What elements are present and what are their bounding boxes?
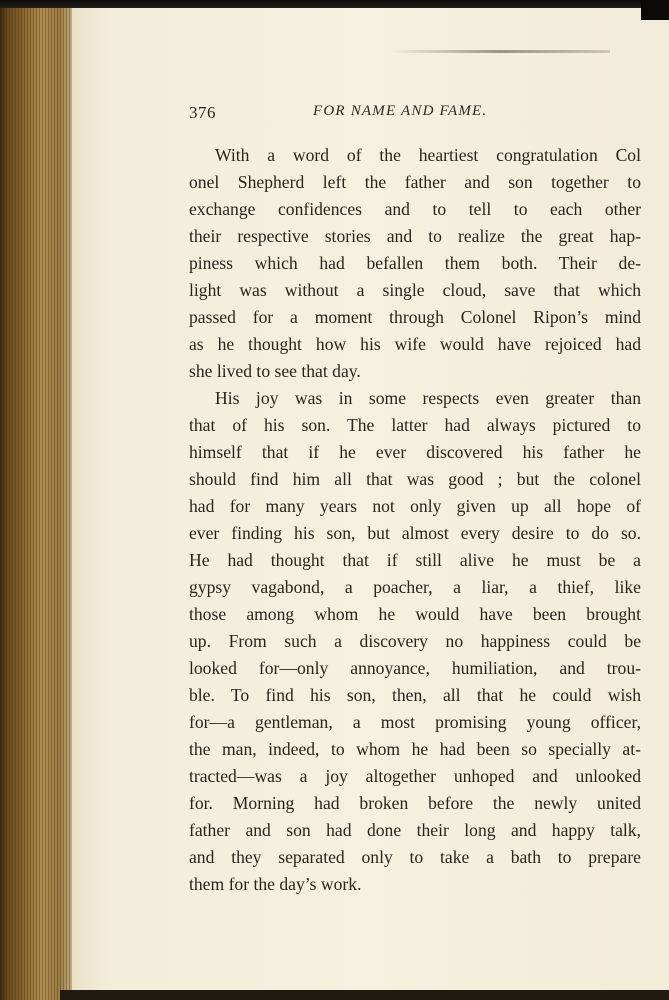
running-header: [189, 100, 641, 126]
text-line: With a word of the heartiest congratulation Col: [215, 145, 641, 165]
text-line: onel Shepherd left the father and son together to: [189, 172, 641, 192]
text-line: light was without a single cloud, save that which: [189, 280, 641, 300]
text-line: He had thought that if still alive he must be a: [189, 550, 641, 570]
text-line: passed for a moment through Colonel Ripon’s mind: [189, 307, 641, 327]
text-line: for. Morning had broken before the newly united: [189, 793, 641, 813]
text-line: for—a gentleman, a most promising young officer,: [189, 712, 641, 732]
text-line: ble. To find his son, then, all that he could wish: [189, 685, 641, 705]
text-line: ever finding his son, but almost every desire to do so.: [189, 523, 641, 543]
text-line: His joy was in some respects even greater than: [215, 388, 641, 408]
text-line: the man, indeed, to whom he had been so specially at-: [189, 739, 641, 759]
text-line: them for the day’s work.: [189, 874, 362, 894]
text-line: and they separated only to take a bath to prepare: [189, 847, 641, 867]
paragraph-2: [189, 385, 641, 898]
text-line: had for many years not only given up all hope of: [189, 496, 641, 516]
text-line: exchange confidences and to tell to each other: [189, 199, 641, 219]
text-line: father and son had done their long and happy talk,: [189, 820, 641, 840]
paragraph-1: [189, 142, 641, 385]
page-number: 376: [189, 103, 216, 122]
body-text: [189, 142, 641, 898]
text-line: piness which had befallen them both. Their de-: [189, 253, 641, 273]
top-faint-rule: [390, 50, 610, 53]
text-line: himself that if he ever discovered his father he: [189, 442, 641, 462]
corner-shadow: [641, 0, 669, 20]
text-line: tracted—was a joy altogether unhoped and unlooked: [189, 766, 641, 786]
text-line: she lived to see that day.: [189, 361, 361, 381]
text-line: as he thought how his wife would have rejoiced had: [189, 334, 641, 354]
bottom-shadow-edge: [60, 990, 669, 1000]
text-line: should find him all that was good ; but the colonel: [189, 469, 641, 489]
text-line: gypsy vagabond, a poacher, a liar, a thief, like: [189, 577, 641, 597]
text-line: that of his son. The latter had always pictured to: [189, 415, 641, 435]
running-title: FOR NAME AND FAME.: [313, 103, 488, 119]
text-line: their respective stories and to realize the great hap-: [189, 226, 641, 246]
text-line: up. From such a discovery no happiness could be: [189, 631, 641, 651]
text-line: those among whom he would have been brought: [189, 604, 641, 624]
text-line: looked for—only annoyance, humiliation, and trou-: [189, 658, 641, 678]
